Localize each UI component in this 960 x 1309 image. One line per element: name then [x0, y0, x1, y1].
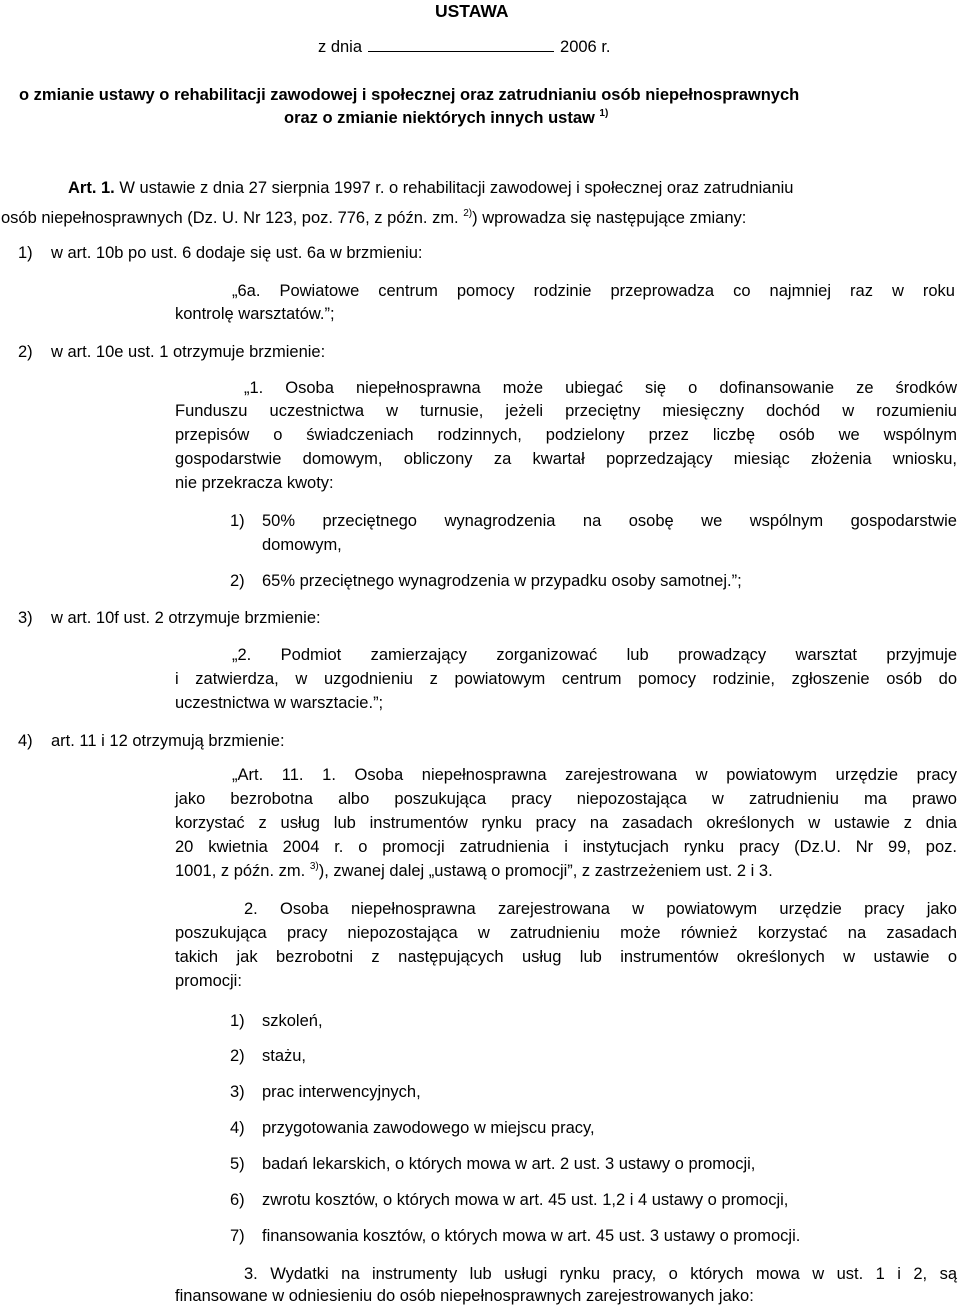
- quote-10e-line3: przepisów o świadczeniach rodzinnych, podzielony przez liczbę osób we wspólnym: [175, 426, 957, 444]
- date-prefix: z dnia: [318, 38, 363, 56]
- art1-text-2a: osób niepełnosprawnych (Dz. U. Nr 123, poz. 776, z późn. zm.: [1, 209, 459, 227]
- quote-art11-p3-line1: 3. Wydatki na instrumenty lub usługi rynku pracy, o których mowa w ust. 1 i 2, są: [244, 1265, 957, 1283]
- item-2-text: w art. 10e ust. 1 otrzymuje brzmienie:: [51, 343, 326, 361]
- date-blank-line: [368, 37, 554, 52]
- quote-10f-line1: „2. Podmiot zamierzający zorganizować lub prowadzący warsztat przyjmuje: [232, 646, 957, 664]
- list-item-5-text: badań lekarskich, o których mowa w art. 2 ust. 3 ustawy o promocji,: [262, 1155, 756, 1173]
- quote-10e-sub1-line1: 50% przeciętnego wynagrodzenia na osobę we wspólnym gospodarstwie: [262, 512, 957, 530]
- item-2-number: 2): [18, 343, 33, 361]
- subtitle-text: oraz o zmianie niektórych innych ustaw: [284, 109, 595, 127]
- list-item-3-text: prac interwencyjnych,: [262, 1083, 421, 1101]
- quote-art11-line4: 20 kwietnia 2004 r. o promocji zatrudnienia i instytucjach rynku pracy (Dz.U. Nr 99, poz.: [175, 838, 957, 856]
- footnote-ref-2: 2): [463, 208, 473, 219]
- quote-10f-line2: i zatwierdza, w uzgodnieniu z powiatowym centrum pomocy rodzinie, zgłoszenie osób do: [175, 670, 957, 688]
- article-label: Art. 1.: [68, 179, 115, 197]
- list-item-7-text: finansowania kosztów, o których mowa w art. 45 ust. 3 ustawy o promocji.: [262, 1227, 801, 1245]
- list-item-6-number: 6): [230, 1191, 245, 1209]
- quote-10e-sub1-number: 1): [230, 512, 245, 530]
- art1-text-2b: ) wprowadza się następujące zmiany:: [472, 209, 747, 227]
- list-item-3-number: 3): [230, 1083, 245, 1101]
- quote-art11-line2: jako bezrobotna albo poszukująca pracy niepozostająca w zatrudnieniu ma prawo: [175, 790, 957, 808]
- quote-10f-line3: uczestnictwa w warsztacie.”;: [175, 694, 384, 712]
- document-subtitle-line1: o zmianie ustawy o rehabilitacji zawodowej i społecznej oraz zatrudnianiu osób niepełnosprawnych: [19, 86, 800, 104]
- footnote-ref-3: 3): [309, 861, 319, 872]
- art1-intro-line2: [1, 208, 746, 228]
- quote-10e-line2: Funduszu uczestnictwa w turnusie, jeżeli przeciętny miesięczny dochód w rozumieniu: [175, 402, 957, 420]
- quote-6a-line2: kontrolę warsztatów.”;: [175, 305, 335, 323]
- footnote-ref-1: 1): [599, 108, 609, 119]
- document-date: [318, 37, 611, 57]
- art11-line5-text-b: ), zwanej dalej „ustawą o promocji”, z zastrzeżeniem ust. 2 i 3.: [318, 862, 773, 880]
- quote-10e-sub2-text: 65% przeciętnego wynagrodzenia w przypadku osoby samotnej.”;: [262, 572, 742, 590]
- document-subtitle-line2: [284, 108, 608, 128]
- list-item-1-number: 1): [230, 1012, 245, 1030]
- quote-art11-p3-line2: finansowane w odniesieniu do osób niepełnosprawnych zarejestrowanych jako:: [175, 1287, 754, 1305]
- quote-10e-line5: nie przekracza kwoty:: [175, 474, 334, 492]
- quote-art11-p2-line4: promocji:: [175, 972, 242, 990]
- art1-intro-line1: [68, 178, 793, 198]
- item-3-number: 3): [18, 609, 33, 627]
- quote-10e-line1: „1. Osoba niepełnosprawna może ubiegać się o dofinansowanie ze środków: [244, 379, 957, 397]
- list-item-7-number: 7): [230, 1227, 245, 1245]
- quote-art11-line5: [175, 861, 773, 881]
- item-4-number: 4): [18, 732, 33, 750]
- quote-10e-sub1-line2: domowym,: [262, 536, 342, 554]
- quote-10e-sub2-number: 2): [230, 572, 245, 590]
- quote-6a-line1: „6a. Powiatowe centrum pomocy rodzinie przeprowadza co najmniej raz w roku: [232, 282, 955, 300]
- date-suffix: 2006 r.: [560, 38, 611, 56]
- list-item-4-number: 4): [230, 1119, 245, 1137]
- item-3-text: w art. 10f ust. 2 otrzymuje brzmienie:: [51, 609, 321, 627]
- quote-art11-p2-line3: takich jak bezrobotni z następujących usług lub instrumentów określonych w ustawie o: [175, 948, 957, 966]
- art1-text: W ustawie z dnia 27 sierpnia 1997 r. o rehabilitacji zawodowej i społecznej oraz zatrudnianiu: [119, 179, 794, 197]
- list-item-6-text: zwrotu kosztów, o których mowa w art. 45 ust. 1,2 i 4 ustawy o promocji,: [262, 1191, 789, 1209]
- list-item-4-text: przygotowania zawodowego w miejscu pracy,: [262, 1119, 595, 1137]
- quote-10e-line4: gospodarstwie domowym, obliczony za kwartał poprzedzający miesiąc złożenia wniosku,: [175, 450, 957, 468]
- document-title: USTAWA: [435, 1, 509, 21]
- list-item-5-number: 5): [230, 1155, 245, 1173]
- item-1-number: 1): [18, 244, 33, 262]
- list-item-1-text: szkoleń,: [262, 1012, 323, 1030]
- quote-art11-p2-line2: poszukująca pracy niepozostająca w zatrudnieniu może również korzystać na zasadach: [175, 924, 957, 942]
- quote-art11-p2-line1: 2. Osoba niepełnosprawna zarejestrowana w powiatowym urzędzie pracy jako: [244, 900, 957, 918]
- quote-art11-line1: „Art. 11. 1. Osoba niepełnosprawna zarejestrowana w powiatowym urzędzie pracy: [232, 766, 957, 784]
- list-item-2-number: 2): [230, 1047, 245, 1065]
- item-1-text: w art. 10b po ust. 6 dodaje się ust. 6a w brzmieniu:: [51, 244, 423, 262]
- list-item-2-text: stażu,: [262, 1047, 307, 1065]
- quote-art11-line3: korzystać z usług lub instrumentów rynku pracy na zasadach określonych w ustawie z dnia: [175, 814, 957, 832]
- item-4-text: art. 11 i 12 otrzymują brzmienie:: [51, 732, 285, 750]
- art11-line5-text-a: 1001, z późn. zm.: [175, 862, 306, 880]
